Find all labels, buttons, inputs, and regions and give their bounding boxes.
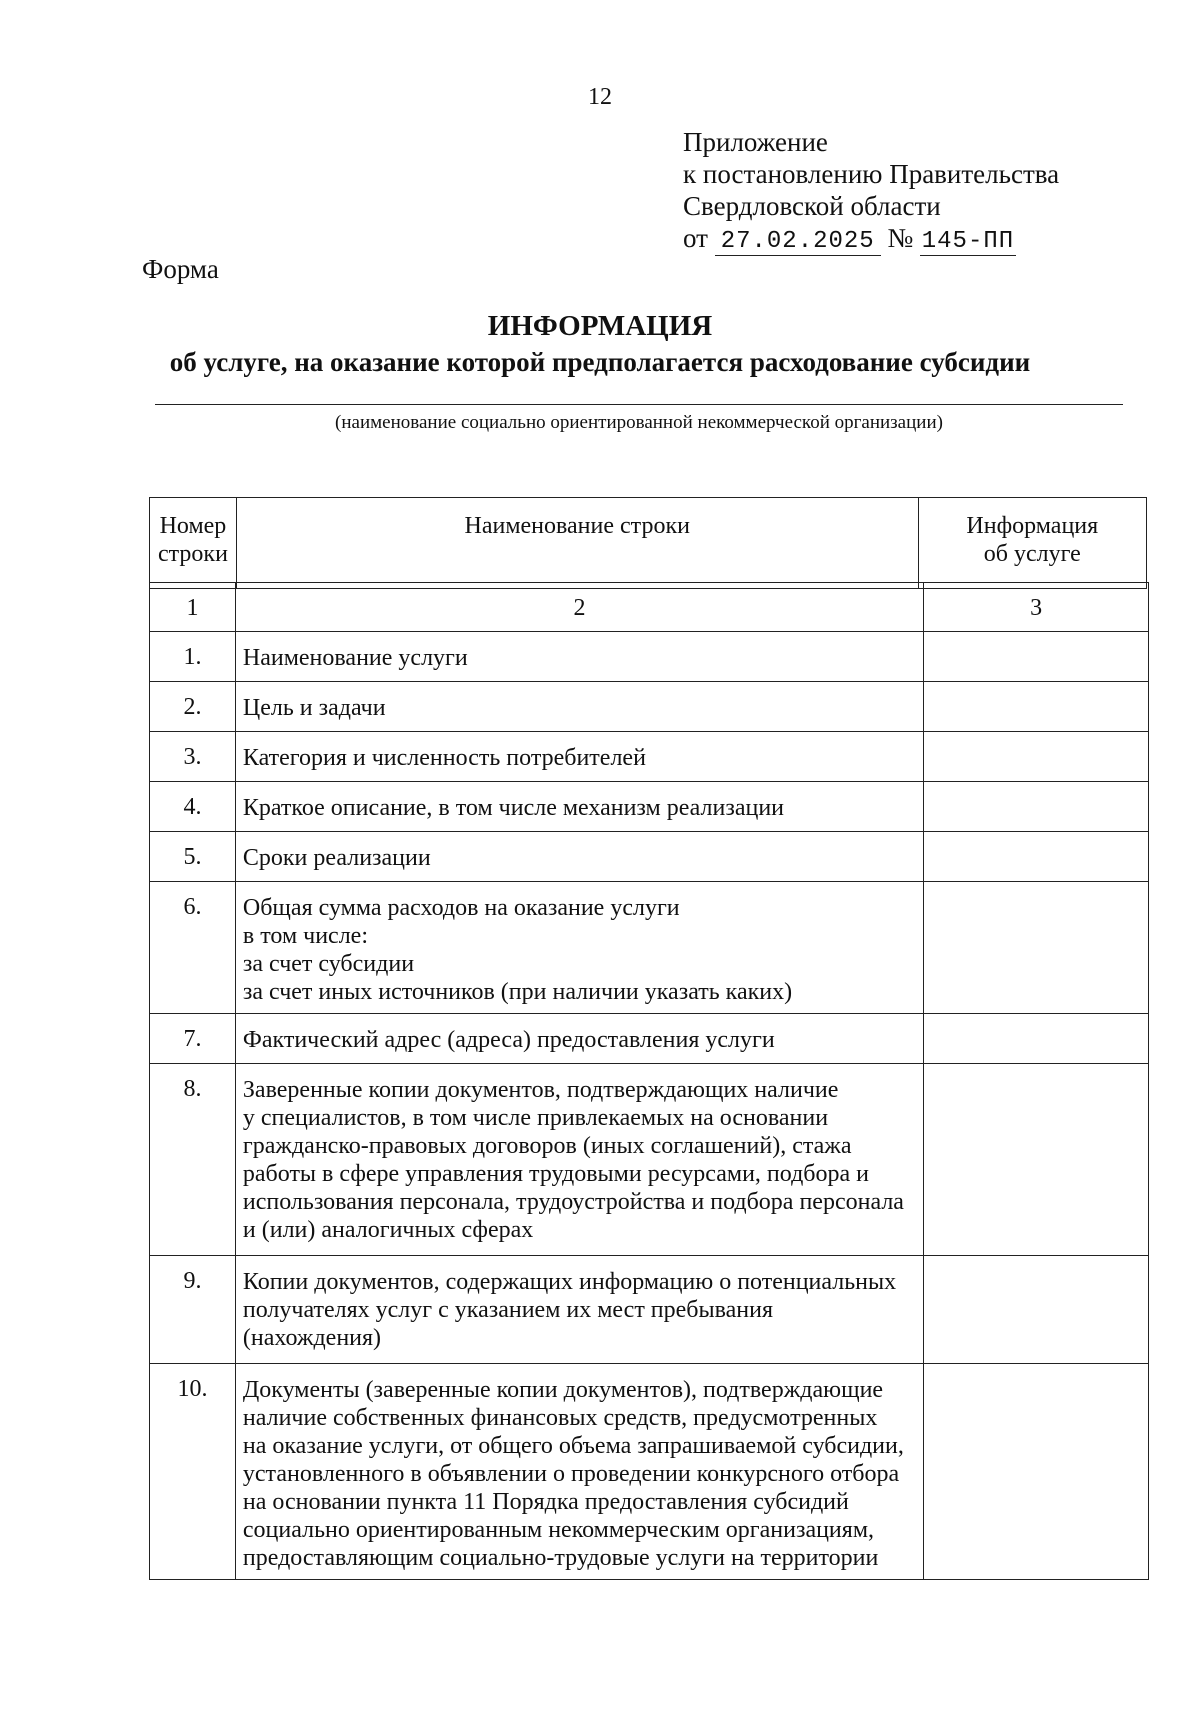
row-name [235,1014,923,1064]
row-number: 5. [150,832,236,882]
header-name: Наименование строки [236,498,918,589]
row-number: 1. [150,632,236,682]
row-name-line: социально ориентированным некоммерческим организациям, [242,1517,875,1543]
appendix-line-1: Приложение [683,127,828,157]
row-name-line: Сроки реализации [242,845,431,871]
row-name-line: Наименование услуги [242,645,468,671]
row-name-line: Категория и численность потребителей [242,745,646,771]
row-name [235,682,923,732]
table-row [150,632,1149,682]
row-name-line: Документы (заверенные копии документов), подтверждающие [242,1377,884,1403]
row-name-line: на основании пункта 11 Порядка предоставления субсидий [242,1489,849,1515]
appendix-block [683,126,1059,256]
header-info [918,498,1146,589]
header-info-line-1: Информация [966,513,1099,539]
header-row [150,498,1147,589]
appendix-line-3: Свердловской области [683,191,941,221]
row-name-line: установленного в объявлении о проведении конкурсного отбора [242,1461,900,1487]
form-label: Форма [142,254,219,284]
row-name-line: и (или) аналогичных сферах [242,1217,534,1243]
date-prefix: от [683,223,708,253]
table-row [150,1064,1149,1256]
decree-number: 145-ПП [921,228,1015,255]
row-name-line: гражданско-правовых договоров (иных соглашений), стажа [242,1133,852,1159]
row-info-cell[interactable] [924,732,1149,782]
row-name-line: в том числе: [242,923,368,949]
row-number: 7. [150,1014,236,1064]
table-row [150,1256,1149,1364]
header-info-line-2: об услуге [983,541,1081,567]
decree-date: 27.02.2025 [715,229,881,256]
row-name-line: Цель и задачи [242,695,386,721]
page-number: 12 [588,84,612,110]
row-name-line: Копии документов, содержащих информацию о потенциальных [242,1269,897,1295]
document-subtitle: об услуге, на оказание которой предполагается расходование субсидии [169,347,1031,377]
document-title: ИНФОРМАЦИЯ [487,310,713,342]
appendix-line-2: к постановлению Правительства [683,159,1060,189]
row-info-cell[interactable] [924,882,1149,1014]
row-name [235,782,923,832]
row-number: 9. [150,1256,236,1364]
column-number-1: 1 [150,583,236,632]
header-number [150,498,237,589]
row-info-cell[interactable] [924,782,1149,832]
row-info-cell[interactable] [924,632,1149,682]
column-number-row [150,583,1149,632]
row-name-line: использования персонала, трудоустройства и подбора персонала [242,1189,904,1215]
table-row [150,1014,1149,1064]
row-name-line: за счет иных источников (при наличии указать каких) [242,979,793,1005]
appendix-date-line [683,222,1059,256]
number-prefix: № [887,223,914,253]
row-info-cell[interactable] [924,1256,1149,1364]
row-number: 2. [150,682,236,732]
row-name-line: у специалистов, в том числе привлекаемых на основании [242,1105,829,1131]
row-info-cell[interactable] [924,682,1149,732]
table-row [150,832,1149,882]
row-info-cell[interactable] [924,1064,1149,1256]
column-number-2: 2 [235,583,923,632]
row-name [235,832,923,882]
row-name [235,732,923,782]
row-info-cell[interactable] [924,832,1149,882]
row-info-cell[interactable] [924,1014,1149,1064]
org-name-caption: (наименование социально ориентированной некоммерческой организации) [335,412,943,433]
table-row [150,782,1149,832]
table-row [150,732,1149,782]
row-number: 8. [150,1064,236,1256]
table-body [150,632,1149,1580]
row-name-line: (нахождения) [242,1325,382,1351]
row-name-line: получателях услуг с указанием их мест пребывания [242,1297,774,1323]
row-name-line: Заверенные копии документов, подтверждающих наличие [242,1077,839,1103]
row-name [235,1256,923,1364]
row-number: 6. [150,882,236,1014]
row-name-line: Краткое описание, в том числе механизм реализации [242,795,785,821]
row-name-line: наличие собственных финансовых средств, предусмотренных [242,1405,878,1431]
row-name-line: на оказание услуги, от общего объема запрашиваемой субсидии, [242,1433,904,1459]
row-name [235,882,923,1014]
row-name [235,632,923,682]
row-name-line: Общая сумма расходов на оказание услуги [242,895,680,921]
header-number-line-2: строки [157,541,228,567]
org-name-field[interactable] [155,404,1123,405]
info-table [149,582,1149,1580]
row-name-line: Фактический адрес (адреса) предоставления услуги [242,1027,775,1053]
row-name-line: предоставляющим социально-трудовые услуги на территории [242,1545,879,1571]
row-name [235,1364,923,1580]
table-row [150,882,1149,1014]
row-number: 4. [150,782,236,832]
row-number: 10. [150,1364,236,1580]
row-number: 3. [150,732,236,782]
header-table [149,497,1147,589]
row-name-line: за счет субсидии [242,951,415,977]
row-name-line: работы в сфере управления трудовыми ресурсами, подбора и [242,1161,869,1187]
table-row [150,682,1149,732]
row-info-cell[interactable] [924,1364,1149,1580]
table-row [150,1364,1149,1580]
column-number-3: 3 [924,583,1149,632]
header-number-line-1: Номер [159,513,227,539]
row-name [235,1064,923,1256]
